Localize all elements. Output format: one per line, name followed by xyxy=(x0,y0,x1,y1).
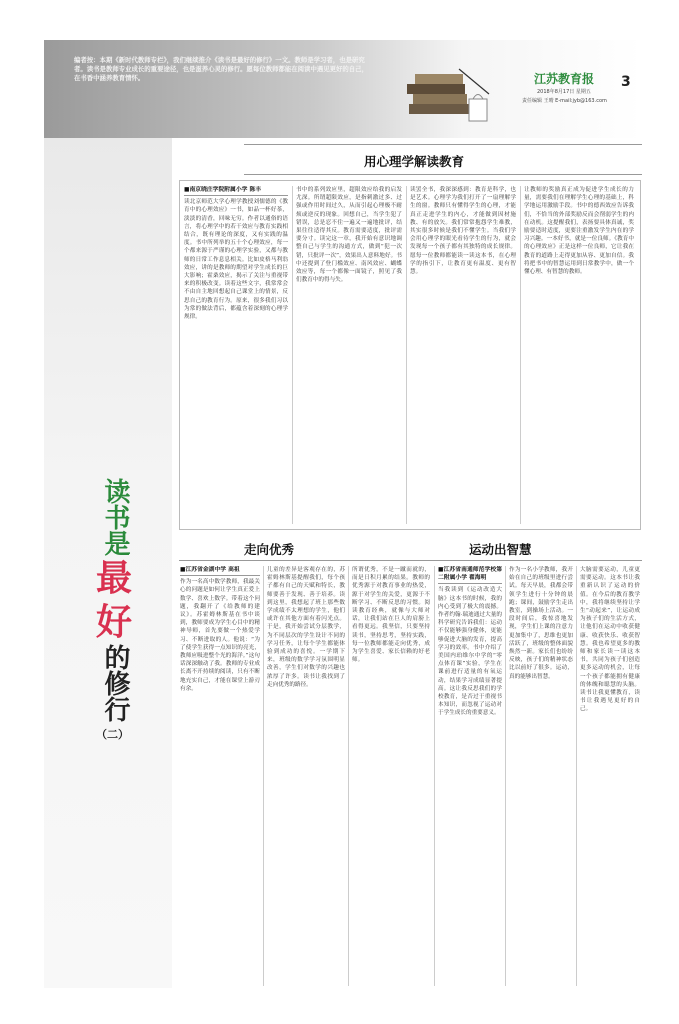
title-part-1: 读书是 xyxy=(100,478,130,556)
top-article-col-1 xyxy=(184,186,288,524)
bottom-left-col-3: 所谓优秀，不是一蹴而就的，而是日积月累的结果。教师的优秀源于对教育事业的热爱，源于对学生的关爱，更源于不断学习、不断反思的习惯。阅读教育经典，就像与大师对话，让我们站在巨人的肩膀上看得更远。我坚信，只要坚持读书，坚持思考，坚持实践，每一位教师都能走向优秀，成为学生喜爱、家长信赖的好老师。 xyxy=(352,567,430,664)
col-divider xyxy=(348,566,349,986)
dateline: 2018年8月17日 星期五 xyxy=(537,89,591,95)
bottom-right-col-3: 大脑需要运动，儿童更需要运动。这本书让我重新认识了运动的价值。在今后的教育教学中，我将继续坚持让学生“动起来”，让运动成为孩子们的生活方式，让他们在运动中收获健康、收获快乐、收获智慧。我也希望更多的教师和家长读一读这本书，共同为孩子们创造更多运动的机会，让每一个孩子都能拥有健康的体魄和聪慧的头脑。读书让我更懂教育，读书让我遇见更好的自己。 xyxy=(580,567,640,713)
title-highlight-2: 好 xyxy=(96,601,133,643)
bottom-left-col-1 xyxy=(180,566,260,986)
masthead: 江苏教育报 xyxy=(534,72,595,86)
bottom-title-rule xyxy=(179,560,642,561)
title-highlight-1: 最 xyxy=(96,557,133,599)
bottom-left-col-1-text: 作为一名高中数学教师，我最关心的问题是如何让学生真正爱上数学、喜欢上数学。带着这个问题，我翻开了《给教师的建议》。苏霍姆林斯基在书中谈到，教师要成为学生心目中的精神导师，首先要做一个热爱学习、不断进取的人。他说：“为了使学生获得一点知识的亮光，教师应吸进整个光的海洋。”这句话深深触动了我。教师的专业成长离不开持续的阅读，只有不断地充实自己，才能在课堂上游刃有余。 xyxy=(180,579,260,692)
series-number: （二） xyxy=(96,728,129,741)
editor-credits: 责任编辑 王晴 E-mail:jyb@163.com xyxy=(522,98,607,104)
bottom-left-byline: ■江苏省金湖中学 高祖 xyxy=(180,566,260,576)
newspaper-page xyxy=(44,40,642,988)
sidebar-panel xyxy=(44,138,172,988)
col-divider xyxy=(406,186,407,524)
title-part-3: 的修行 xyxy=(100,644,130,722)
bottom-right-col-1-text: 当我读到《运动改造大脑》这本书的时候，我的内心受到了极大的震撼。作者约翰·瑞迪通过大量的科学研究告诉我们：运动不仅能够强身健体，更能够促进大脑的发育，提高学习的效率。书中介绍了美国内珀维尔中学的“零点体育课”实验，学生在课前进行适量的有氧运动，结果学习成绩显著提高。这让我反思我们的学校教育，是否过于重视书本知识，而忽视了运动对于学生成长的重要意义。 xyxy=(438,587,502,717)
section-divider xyxy=(434,566,435,986)
feature-title xyxy=(96,478,133,742)
page-number: 3 xyxy=(621,74,631,90)
top-rule xyxy=(244,144,642,145)
books-illustration xyxy=(399,64,499,134)
editor-note: 编者按：本期《新时代教师专栏》，我们继续推介《读书是最好的修行》一文。教师是学习者，也是研究者。读书是教师专业成长的重要途径，也是滋养心灵的修行。愿每位教师都能在阅读中遇见更好的自己，在书香中涵养教育情怀。 xyxy=(74,56,368,82)
bottom-right-byline: ■江苏省南通师范学校第二附属小学 翟海明 xyxy=(438,566,502,584)
bottom-left-col-2: 儿童的差异是客观存在的，苏霍姆林斯基提醒我们，每个孩子都有自己的天赋和特长，教师要善于发现、善于培养。读到这里，我想起了班上那些数学成绩不太理想的学生，他们或许在其他方面有着闪光点。于是，我开始尝试分层教学，为不同层次的学生设计不同的学习任务，让每个学生都能体验到成功的喜悦。一学期下来，班级的数学学习氛围明显改善，学生们对数学的兴趣也浓厚了许多。读书让我找到了走向优秀的路径。 xyxy=(267,567,345,688)
bottom-right-section-title: 运动出智慧 xyxy=(469,542,532,557)
bottom-right-col-1 xyxy=(438,566,502,986)
bottom-right-col-2: 作为一名小学教师，我开始在自己的班级里进行尝试。每天早晨，我都会带领学生进行十分钟的晨跑；课间，鼓励学生走出教室，到操场上活动。一段时间后，我惊喜地发现，学生们上课的注意力更加集中了，思维也更加活跃了，班级的整体面貌焕然一新。家长们也纷纷反映，孩子们的精神状态比以前好了很多。运动，真的能够出智慧。 xyxy=(509,567,573,680)
top-col-1-text: 读北京师范大学心理学教授刘儒德的《教育中的心理效应》一书，如品一杯好茶，淡淡的清香，回味无穷。作者以通俗的语言，将心理学中的若干效应与教育实践相结合，既有理论的深度，又有实践的温度。书中所列举的五十个心理效应，每一个都来源于严谨的心理学实验，又都与教师的日常工作息息相关。比如皮格马利翁效应，讲的是教师的期望对学生成长的巨大影响；霍桑效应，揭示了关注与重视带来的积极改变。读着这些文字，我常常会不由自主地回想起自己课堂上的情景，反思自己的教育行为。原来，很多我们习以为常的做法背后，都蕴含着深刻的心理学规律。 xyxy=(184,199,288,321)
top-article-col-2: 书中的系列效应里，超限效应给我的启发尤深。所谓超限效应，是指刺激过多、过强或作用时间过久，从而引起心理极不耐烦或逆反的现象。回想自己，当学生犯了错误，总是忍不住一遍又一遍地批评，结果往往适得其反。教育需要适度，批评需要分寸。读完这一章，我开始有意识地调整自己与学生的沟通方式，做到“犯一次错，只批评一次”，效果出人意料地好。书中还提到了登门槛效应、南风效应、蝴蝶效应等，每一个都像一面镜子，照见了我们教育中的得与失。 xyxy=(296,187,402,284)
top-section-title: 用心理学解读教育 xyxy=(364,154,465,169)
top-article-col-3: 读罢全书，我深深感到：教育是科学，也是艺术。心理学为我们打开了一扇理解学生的窗。教师只有懂得学生的心理，才能真正走进学生的内心，才能做到因材施教、有的放矢。我们常常抱怨学生难教，其实很多时候是我们不懂学生。当我们学会用心理学的眼光看待学生的行为，就会发现每一个孩子都有其独特的成长规律。愿每一位教师都能读一读这本书，在心理学的指引下，让教育更有温度、更有智慧。 xyxy=(410,187,516,276)
col-divider xyxy=(576,566,577,986)
col-divider xyxy=(292,186,293,524)
bottom-left-section-title: 走向优秀 xyxy=(244,542,295,557)
top-byline: ■南京晓庄学院附属小学 陈丰 xyxy=(184,186,288,196)
col-divider xyxy=(520,186,521,524)
header-banner xyxy=(44,40,642,138)
col-divider xyxy=(263,566,264,986)
top-article-col-4: 让教师的奖励真正成为促进学生成长的力量，需要我们在理解学生心理的基础上，科学地运用激励手段。书中的德西效应告诉我们，不恰当的外部奖励反而会削弱学生的内在动机。这提醒我们，表扬要具体真诚，奖励要适时适度，更要注重激发学生内在的学习兴趣。一本好书，就是一位良师。《教育中的心理效应》正是这样一位良师，它让我在教育的道路上走得更加从容、更加自信。我将把书中的智慧运用到日常教学中，做一个懂心理、有智慧的教师。 xyxy=(524,187,634,276)
col-divider xyxy=(505,566,506,986)
top-title-rule xyxy=(244,174,642,175)
